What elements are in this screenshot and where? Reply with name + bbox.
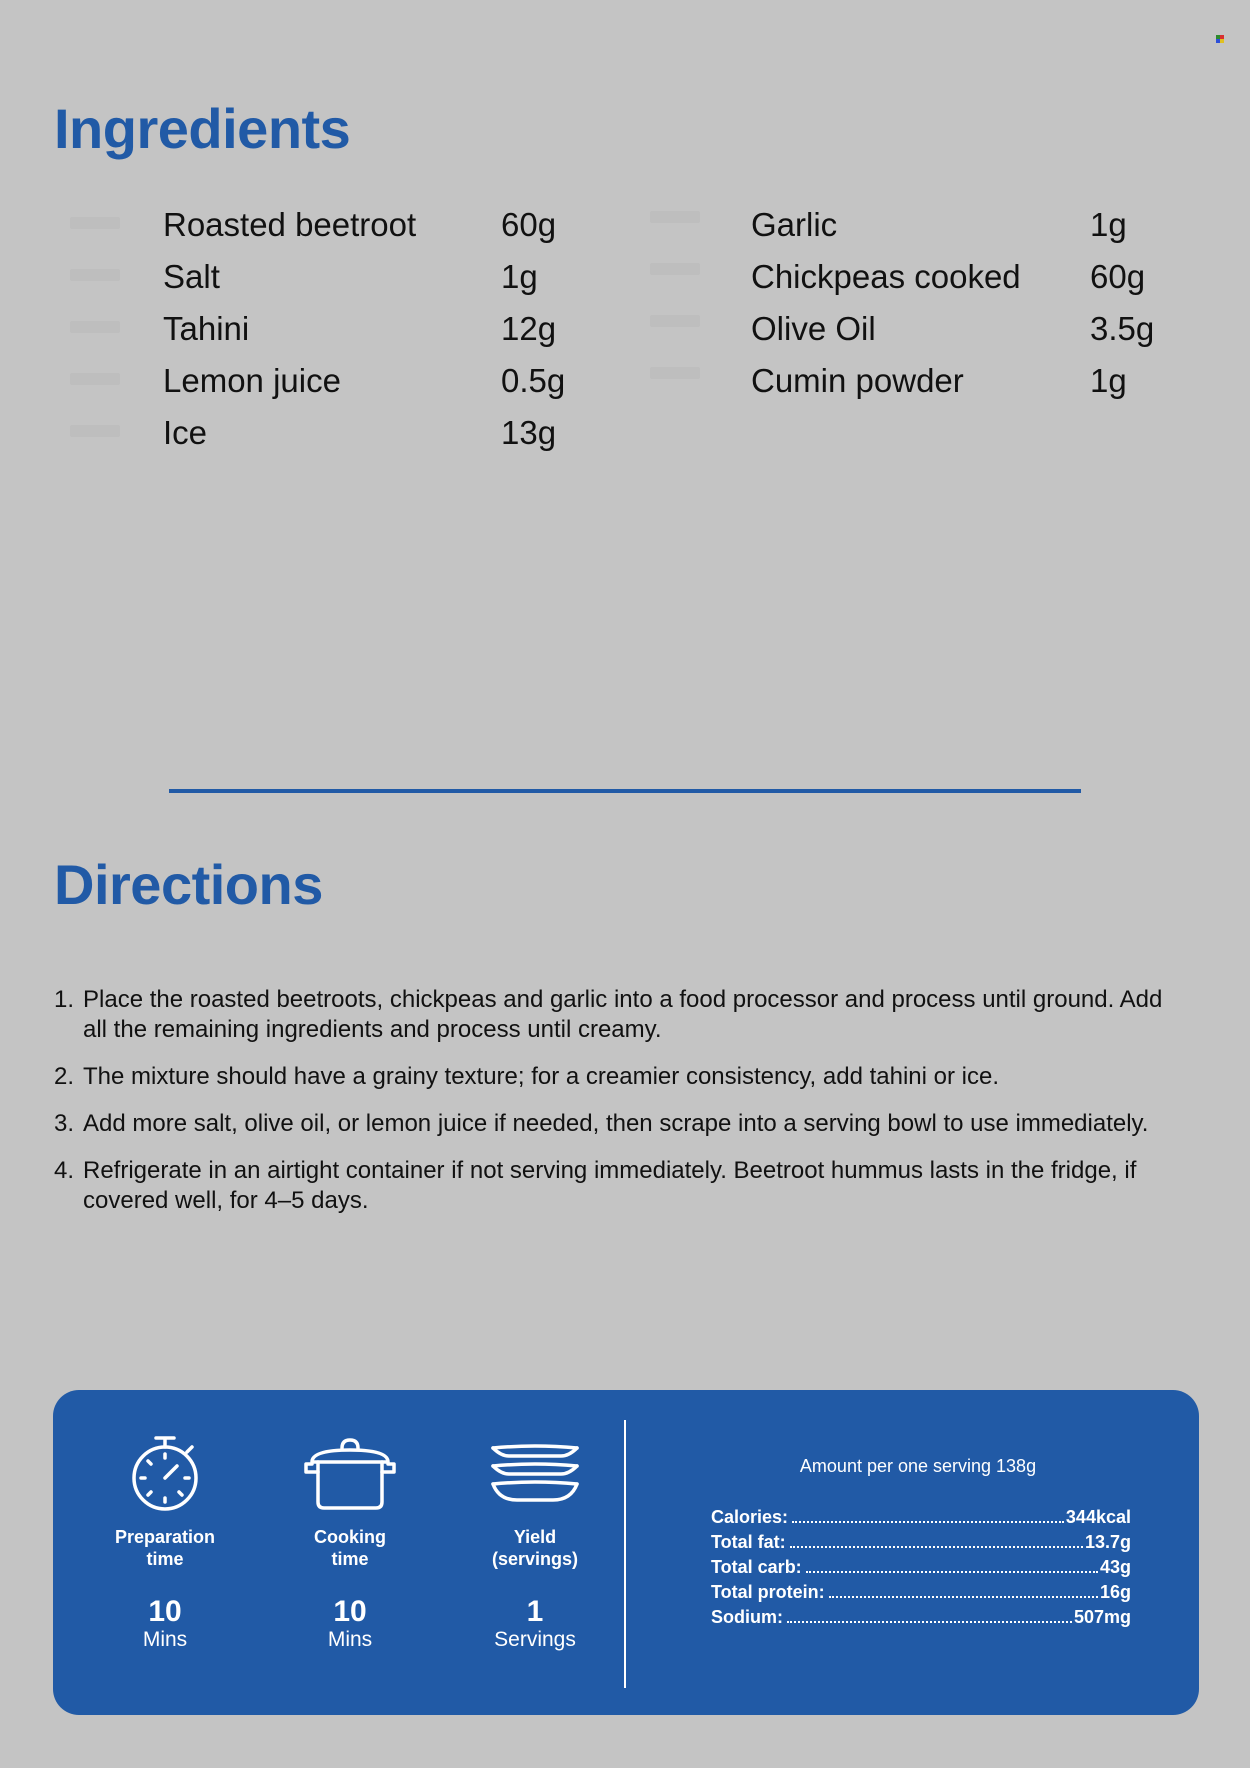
prep-time-value: 10	[148, 1595, 182, 1628]
cook-time-value: 10	[333, 1595, 367, 1628]
serving-size: Amount per one serving 138g	[799, 1456, 1037, 1476]
ingredient-name: Lemon juice	[163, 362, 341, 399]
nutrition-panel	[711, 1456, 1131, 1630]
nutrition-value: 344kcal	[1065, 1507, 1131, 1527]
yield-unit: Servings	[494, 1628, 576, 1651]
dot-leader	[787, 1621, 1072, 1623]
ingredient-qty: 60g	[501, 206, 557, 243]
dot-leader	[792, 1521, 1064, 1523]
ingredient-qty: 1g	[1090, 206, 1127, 243]
step-number: 3.	[54, 1110, 75, 1137]
prep-time-stat	[80, 1434, 250, 1652]
ingredient-row	[640, 307, 1240, 359]
nutrition-row	[711, 1530, 1131, 1555]
faint-code-mark	[70, 217, 120, 229]
faint-code-mark	[70, 373, 120, 385]
yield-stat	[450, 1434, 620, 1652]
ingredient-row	[640, 359, 1240, 411]
direction-step	[54, 1156, 1184, 1216]
prep-time-label: Preparation time	[114, 1527, 216, 1569]
yield-label: Yield (servings)	[491, 1527, 579, 1569]
directions-list	[54, 985, 1184, 1233]
step-number: 1.	[54, 986, 75, 1013]
ingredient-qty: 13g	[501, 414, 557, 451]
ingredient-name: Salt	[163, 258, 220, 295]
ingredient-name: Tahini	[163, 310, 250, 347]
ingredient-qty: 60g	[1090, 258, 1146, 295]
faint-code-mark	[70, 425, 120, 437]
ingredients-column-1	[0, 203, 600, 463]
nutrition-row	[711, 1605, 1131, 1630]
cook-time-stat	[265, 1434, 435, 1652]
faint-code-mark	[70, 269, 120, 281]
ingredient-qty: 1g	[1090, 362, 1127, 399]
direction-step	[54, 1109, 1184, 1139]
nutrition-label: Total protein:	[711, 1582, 825, 1602]
faint-code-mark	[650, 263, 700, 275]
dot-leader	[829, 1596, 1098, 1598]
ingredient-name: Ice	[163, 414, 208, 451]
section-divider	[169, 789, 1081, 793]
ingredient-row	[0, 203, 600, 255]
yield-value: 1	[526, 1595, 544, 1628]
faint-code-mark	[70, 321, 120, 333]
ingredient-qty: 0.5g	[501, 362, 566, 399]
ingredient-name: Chickpeas cooked	[751, 258, 1021, 295]
step-text: Add more salt, olive oil, or lemon juice if needed, then scrape into a serving bowl to use immediately.	[83, 1110, 1149, 1137]
ingredients-column-2	[640, 203, 1240, 411]
nutrition-value: 507mg	[1073, 1607, 1131, 1627]
ingredient-row	[640, 255, 1240, 307]
ingredient-name: Cumin powder	[751, 362, 964, 399]
nutrition-label: Calories:	[711, 1507, 789, 1527]
faint-code-mark	[650, 367, 700, 379]
nutrition-value: 13.7g	[1084, 1532, 1131, 1552]
nutrition-label: Total carb:	[711, 1557, 802, 1577]
step-text: Refrigerate in an airtight container if not serving immediately. Beetroot hummus lasts in the fridge, if covered well, for 4–5 days.	[83, 1157, 1137, 1214]
nutrition-value: 43g	[1099, 1557, 1131, 1577]
ingredients-title: Ingredients	[54, 97, 351, 160]
direction-step	[54, 985, 1184, 1045]
nutrition-row	[711, 1580, 1131, 1605]
direction-step	[54, 1062, 1184, 1092]
ingredient-row	[0, 255, 600, 307]
corner-color-mark	[1216, 35, 1224, 43]
step-text: The mixture should have a grainy texture; for a creamier consistency, add tahini or ice.	[83, 1063, 999, 1090]
cook-time-unit: Mins	[327, 1628, 373, 1651]
prep-time-unit: Mins	[142, 1628, 188, 1651]
directions-title: Directions	[54, 853, 323, 916]
recipe-info-card	[53, 1390, 1199, 1715]
stopwatch-icon	[125, 1434, 205, 1514]
ingredient-row	[0, 411, 600, 463]
dot-leader	[790, 1546, 1083, 1548]
ingredient-row	[0, 359, 600, 411]
ingredient-name: Roasted beetroot	[163, 206, 417, 243]
card-divider	[624, 1420, 626, 1688]
step-number: 4.	[54, 1157, 75, 1184]
nutrition-row	[711, 1555, 1131, 1580]
step-number: 2.	[54, 1063, 75, 1090]
ingredient-qty: 1g	[501, 258, 538, 295]
pot-icon	[302, 1434, 398, 1514]
ingredient-row	[0, 307, 600, 359]
cook-time-label: Cooking time	[314, 1527, 386, 1569]
ingredient-qty: 12g	[501, 310, 557, 347]
nutrition-label: Total fat:	[711, 1532, 786, 1552]
dot-leader	[806, 1571, 1098, 1573]
ingredient-name: Garlic	[751, 206, 838, 243]
nutrition-value: 16g	[1099, 1582, 1131, 1602]
ingredient-name: Olive Oil	[751, 310, 876, 347]
step-text: Place the roasted beetroots, chickpeas and garlic into a food processor and process until ground. Add all the remaining ingredients and process until creamy.	[83, 986, 1163, 1043]
ingredient-row	[640, 203, 1240, 255]
nutrition-label: Sodium:	[711, 1607, 783, 1627]
faint-code-mark	[650, 211, 700, 223]
faint-code-mark	[650, 315, 700, 327]
nutrition-row	[711, 1505, 1131, 1530]
ingredient-qty: 3.5g	[1090, 310, 1155, 347]
plates-icon	[487, 1434, 583, 1514]
